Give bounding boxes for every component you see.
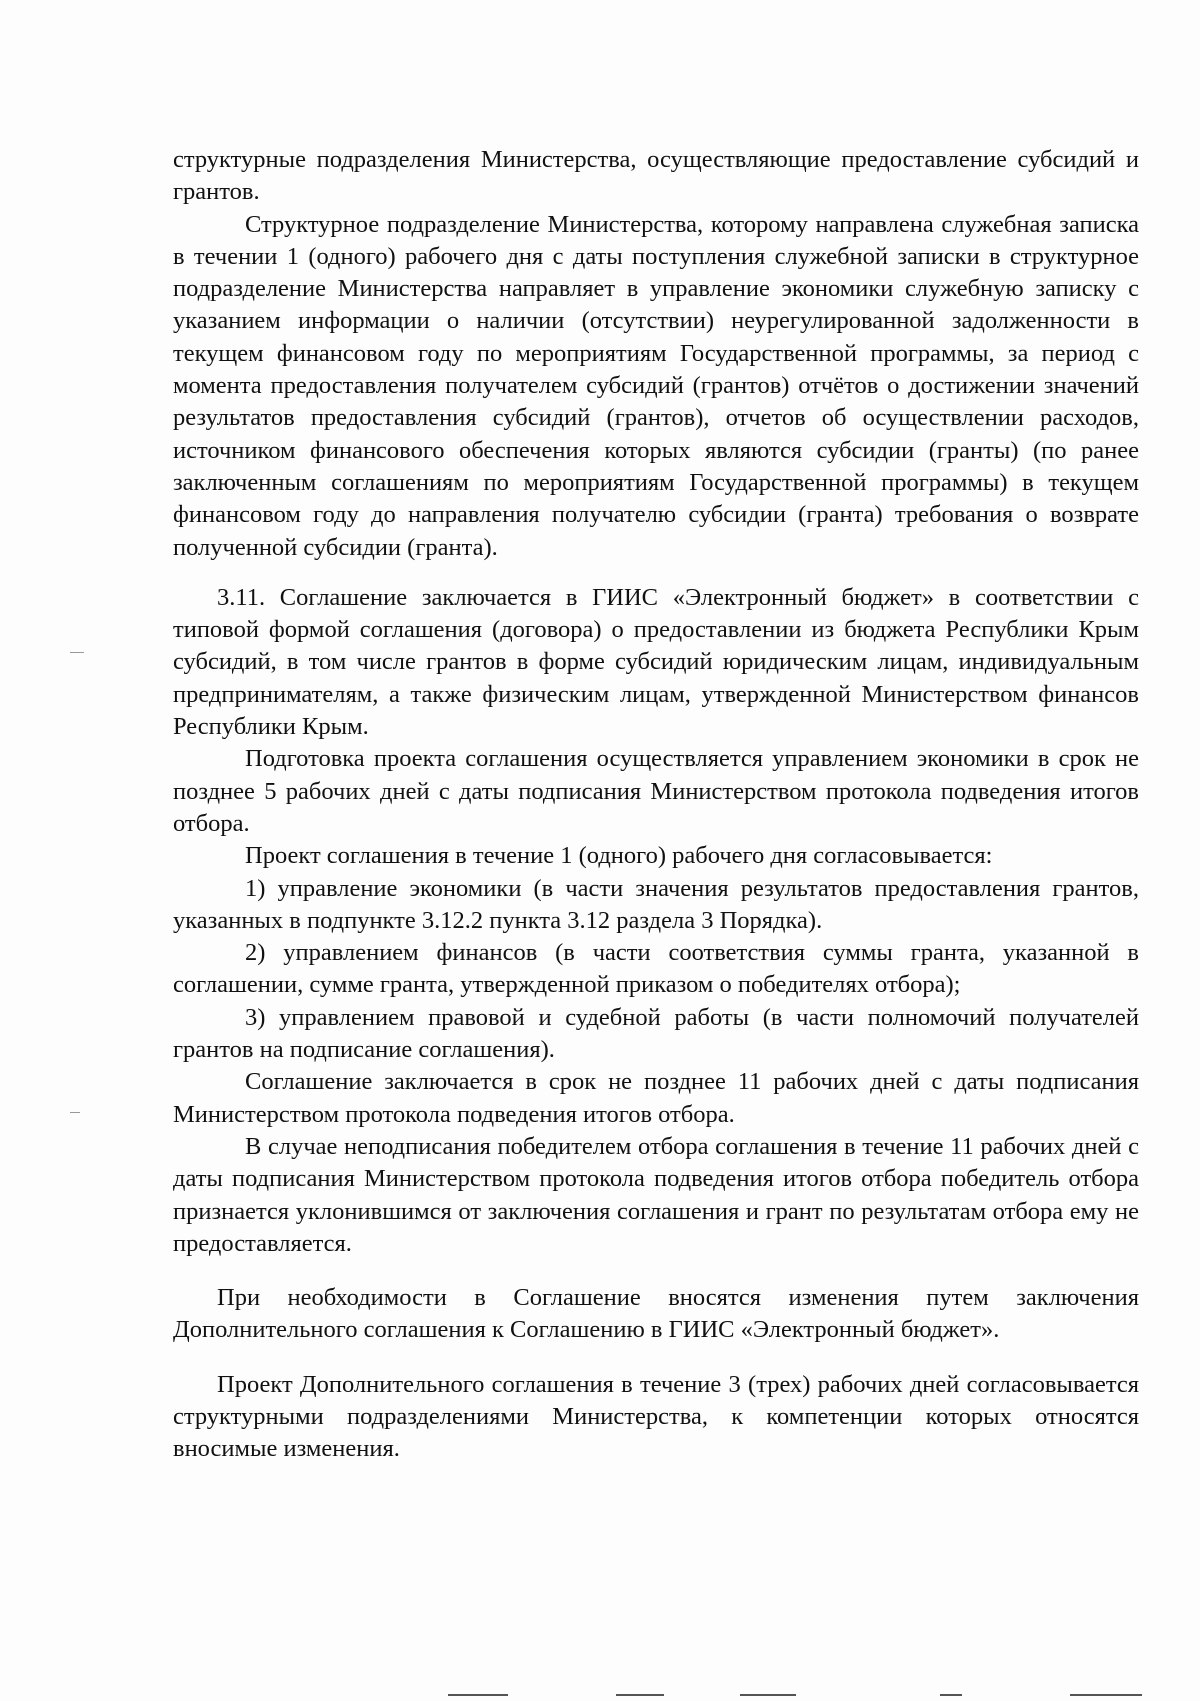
spacer — [173, 1347, 1139, 1369]
document-body — [173, 144, 1139, 1466]
paragraph-structural-unit: Структурное подразделение Министерства, которому направлена служебная записка в течении 1 (одного) рабочего дня с даты поступления служебной записки в структурное подразделение Министерства направляет в управление экономики служебную записку с указанием информации о наличии (отсутствии) неурегулированной задолженности в текущем финансовом году по мероприятиям Государственной программы, за период с момента предоставления получателем субсидий (грантов) отчётов о достижении значений результатов предоставления субсидий (грантов), отчетов об осуществлении расходов, источником финансового обеспечения которых являются субсидии (гранты) (по ранее заключенным соглашениям по мероприятиям Государственной программы) в текущем финансовом году до направления получателю субсидии (гранта) требования о возврате полученной субсидии (гранта). — [173, 210, 1139, 561]
paragraph-approval-intro: Проект соглашения в течение 1 (одного) рабочего дня согласовывается: — [245, 842, 993, 870]
spacer — [173, 1260, 1139, 1282]
scan-artifact — [616, 1694, 664, 1696]
scan-artifact — [940, 1694, 962, 1696]
list-item-2: 2) управлением финансов (в части соответствия суммы гранта, указанной в соглашении, сумме гранта, утвержденной приказом о победителях отбора); — [173, 939, 1139, 999]
paragraph-draft-preparation: Подготовка проекта соглашения осуществляется управлением экономики в срок не позднее 5 рабочих дней с даты подписания Министерством протокола подведения итогов отбора. — [173, 745, 1139, 837]
paragraph-additional-agreement: Проект Дополнительного соглашения в течение 3 (трех) рабочих дней согласовывается структурными подразделениями Министерства, к компетенции которых относятся вносимые изменения. — [173, 1370, 1139, 1463]
spacer — [173, 564, 1139, 582]
paragraph-conclusion-term: Соглашение заключается в срок не позднее 11 рабочих дней с даты подписания Министерством протокола подведения итогов отбора. — [173, 1068, 1139, 1128]
paragraph-non-signing: В случае неподписания победителем отбора соглашения в течение 11 рабочих дней с даты подписания Министерством протокола подведения итогов отбора победитель отбора признается уклонившимся от заключения соглашения и грант по результатам отбора ему не предоставляется. — [173, 1132, 1139, 1257]
list-item-1: 1) управление экономики (в части значения результатов предоставления грантов, указанных в подпункте 3.12.2 пункта 3.12 раздела 3 Порядка). — [173, 874, 1139, 934]
scan-artifact — [740, 1694, 796, 1696]
paragraph-continuation: структурные подразделения Министерства, осуществляющие предоставление субсидий и грантов. — [173, 146, 1139, 206]
scan-artifact — [448, 1694, 508, 1696]
scan-artifact — [70, 652, 84, 653]
scan-artifact — [70, 1112, 80, 1113]
list-item-3: 3) управлением правовой и судебной работы (в части полномочий получателей грантов на подписание соглашения). — [173, 1003, 1139, 1064]
paragraph-amendments: При необходимости в Соглашение вносятся изменения путем заключения Дополнительного соглашения к Соглашению в ГИИС «Электронный бюджет». — [173, 1284, 1139, 1344]
scan-artifact — [1070, 1694, 1142, 1696]
paragraph-3-11: 3.11. Соглашение заключается в ГИИС «Электронный бюджет» в соответствии с типовой формой соглашения (договора) о предоставлении из бюджета Республики Крым субсидий, в том числе грантов в форме субсидий юридическим лицам, индивидуальным предпринимателям, а также физическим лицам, утвержденной Министерством финансов Республики Крым. — [173, 583, 1139, 741]
